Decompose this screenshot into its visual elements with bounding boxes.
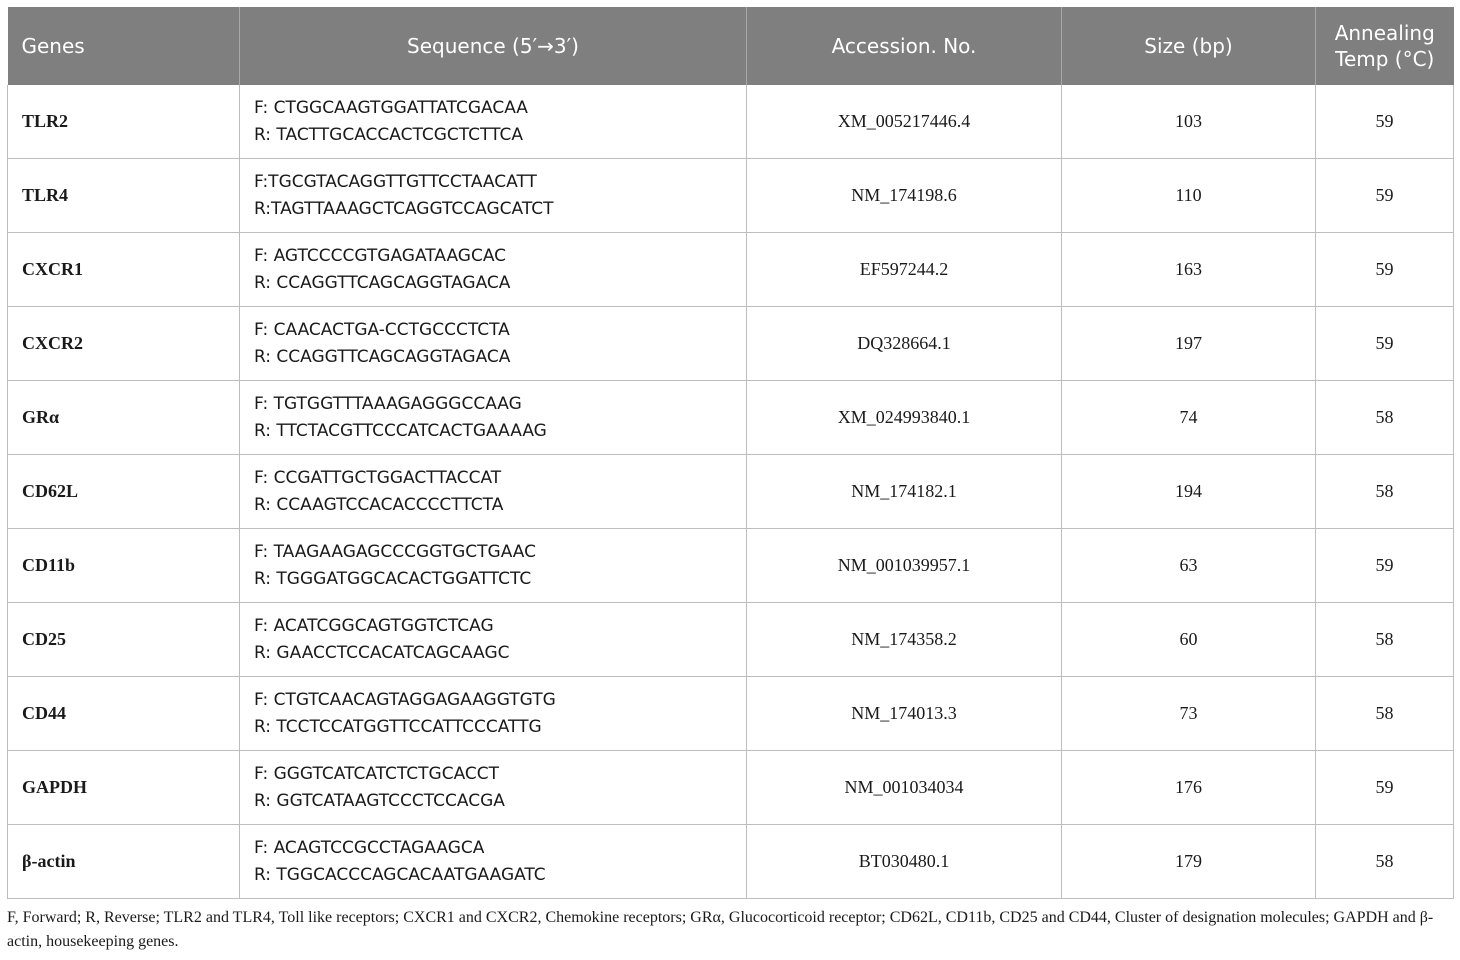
header-annealing-line2: Temp (°C) [1335, 47, 1435, 71]
table-row [8, 455, 1454, 529]
gene-name: TLR2 [8, 85, 240, 159]
header-sequence: Sequence (5′→3′) [240, 7, 747, 85]
annealing-temp: 58 [1316, 455, 1454, 529]
table-row [8, 381, 1454, 455]
accession-number: NM_174198.6 [747, 159, 1062, 233]
forward-primer: F:TGCGTACAGGTTGTTCCTAACATT [254, 171, 537, 192]
annealing-temp: 59 [1316, 307, 1454, 381]
primer-sequence [240, 455, 747, 529]
gene-name: CD11b [8, 529, 240, 603]
primer-sequence [240, 307, 747, 381]
primer-sequence [240, 677, 747, 751]
forward-primer: F: TAAGAAGAGCCCGGTGCTGAAC [254, 541, 537, 562]
reverse-primer: R: TCCTCCATGGTTCCATTCCCATTG [254, 716, 542, 737]
annealing-temp: 58 [1316, 677, 1454, 751]
accession-number: NM_001034034 [747, 751, 1062, 825]
accession-number: NM_174013.3 [747, 677, 1062, 751]
primer-sequence [240, 825, 747, 899]
gene-name: TLR4 [8, 159, 240, 233]
primer-sequence [240, 233, 747, 307]
primer-sequence [240, 603, 747, 677]
reverse-primer: R: TGGGATGGCACACTGGATTCTC [254, 568, 532, 589]
annealing-temp: 58 [1316, 381, 1454, 455]
primer-sequence [240, 159, 747, 233]
gene-name: CD25 [8, 603, 240, 677]
product-size: 73 [1062, 677, 1316, 751]
forward-primer: F: CTGTCAACAGTAGGAGAAGGTGTG [254, 689, 556, 710]
header-size: Size (bp) [1062, 7, 1316, 85]
reverse-primer: R: TTCTACGTTCCCATCACTGAAAAG [254, 420, 547, 441]
gene-name: GRα [8, 381, 240, 455]
header-annealing-temp [1316, 7, 1454, 85]
annealing-temp: 58 [1316, 603, 1454, 677]
annealing-temp: 59 [1316, 529, 1454, 603]
table-row [8, 677, 1454, 751]
primer-sequence [240, 751, 747, 825]
annealing-temp: 58 [1316, 825, 1454, 899]
table-row [8, 751, 1454, 825]
header-genes: Genes [8, 7, 240, 85]
accession-number: NM_174358.2 [747, 603, 1062, 677]
product-size: 74 [1062, 381, 1316, 455]
table-row [8, 159, 1454, 233]
primer-table-container [7, 7, 1453, 899]
header-annealing-line1: Annealing [1334, 21, 1435, 45]
reverse-primer: R: GGTCATAAGTCCCTCCACGA [254, 790, 505, 811]
annealing-temp: 59 [1316, 751, 1454, 825]
product-size: 60 [1062, 603, 1316, 677]
accession-number: BT030480.1 [747, 825, 1062, 899]
product-size: 103 [1062, 85, 1316, 159]
forward-primer: F: ACATCGGCAGTGGTCTCAG [254, 615, 494, 636]
primer-sequence [240, 381, 747, 455]
gene-name: CD62L [8, 455, 240, 529]
forward-primer: F: AGTCCCCGTGAGATAAGCAC [254, 245, 507, 266]
accession-number: EF597244.2 [747, 233, 1062, 307]
forward-primer: F: CTGGCAAGTGGATTATCGACAA [254, 97, 528, 118]
header-accession: Accession. No. [747, 7, 1062, 85]
product-size: 110 [1062, 159, 1316, 233]
table-row [8, 603, 1454, 677]
product-size: 176 [1062, 751, 1316, 825]
product-size: 163 [1062, 233, 1316, 307]
product-size: 63 [1062, 529, 1316, 603]
primer-sequence [240, 85, 747, 159]
annealing-temp: 59 [1316, 85, 1454, 159]
product-size: 194 [1062, 455, 1316, 529]
reverse-primer: R: GAACCTCCACATCAGCAAGC [254, 642, 510, 663]
annealing-temp: 59 [1316, 233, 1454, 307]
table-row [8, 307, 1454, 381]
reverse-primer: R: CCAGGTTCAGCAGGTAGACA [254, 346, 511, 367]
reverse-primer: R: TACTTGCACCACTCGCTCTTCA [254, 124, 524, 145]
forward-primer: F: TGTGGTTTAAAGAGGGCCAAG [254, 393, 522, 414]
gene-name: CXCR1 [8, 233, 240, 307]
primer-table [7, 7, 1454, 899]
table-row [8, 85, 1454, 159]
product-size: 197 [1062, 307, 1316, 381]
gene-name: β-actin [8, 825, 240, 899]
product-size: 179 [1062, 825, 1316, 899]
gene-name: CXCR2 [8, 307, 240, 381]
table-header [8, 7, 1454, 85]
gene-name: CD44 [8, 677, 240, 751]
reverse-primer: R: TGGCACCCAGCACAATGAAGATC [254, 864, 546, 885]
forward-primer: F: CCGATTGCTGGACTTACCAT [254, 467, 502, 488]
gene-name: GAPDH [8, 751, 240, 825]
primer-sequence [240, 529, 747, 603]
forward-primer: F: CAACACTGA-CCTGCCCTCTA [254, 319, 510, 340]
forward-primer: F: GGGTCATCATCTCTGCACCT [254, 763, 500, 784]
table-row [8, 233, 1454, 307]
reverse-primer: R: CCAAGTCCACACCCCTTCTA [254, 494, 504, 515]
table-row [8, 825, 1454, 899]
reverse-primer: R:TAGTTAAAGCTCAGGTCCAGCATCT [254, 198, 554, 219]
table-body [8, 85, 1454, 899]
forward-primer: F: ACAGTCCGCCTAGAAGCA [254, 837, 485, 858]
table-row [8, 529, 1454, 603]
accession-number: XM_024993840.1 [747, 381, 1062, 455]
reverse-primer: R: CCAGGTTCAGCAGGTAGACA [254, 272, 511, 293]
accession-number: DQ328664.1 [747, 307, 1062, 381]
accession-number: XM_005217446.4 [747, 85, 1062, 159]
accession-number: NM_001039957.1 [747, 529, 1062, 603]
annealing-temp: 59 [1316, 159, 1454, 233]
accession-number: NM_174182.1 [747, 455, 1062, 529]
header-row [8, 7, 1454, 85]
table-footnote: F, Forward; R, Reverse; TLR2 and TLR4, Toll like receptors; CXCR1 and CXCR2, Chemokine receptors; GRα, Glucocorticoid receptor; CD62L, CD11b, CD25 and CD44, Cluster of designation molecules; GAPDH and β-actin, housekeeping genes. [7, 909, 1434, 950]
